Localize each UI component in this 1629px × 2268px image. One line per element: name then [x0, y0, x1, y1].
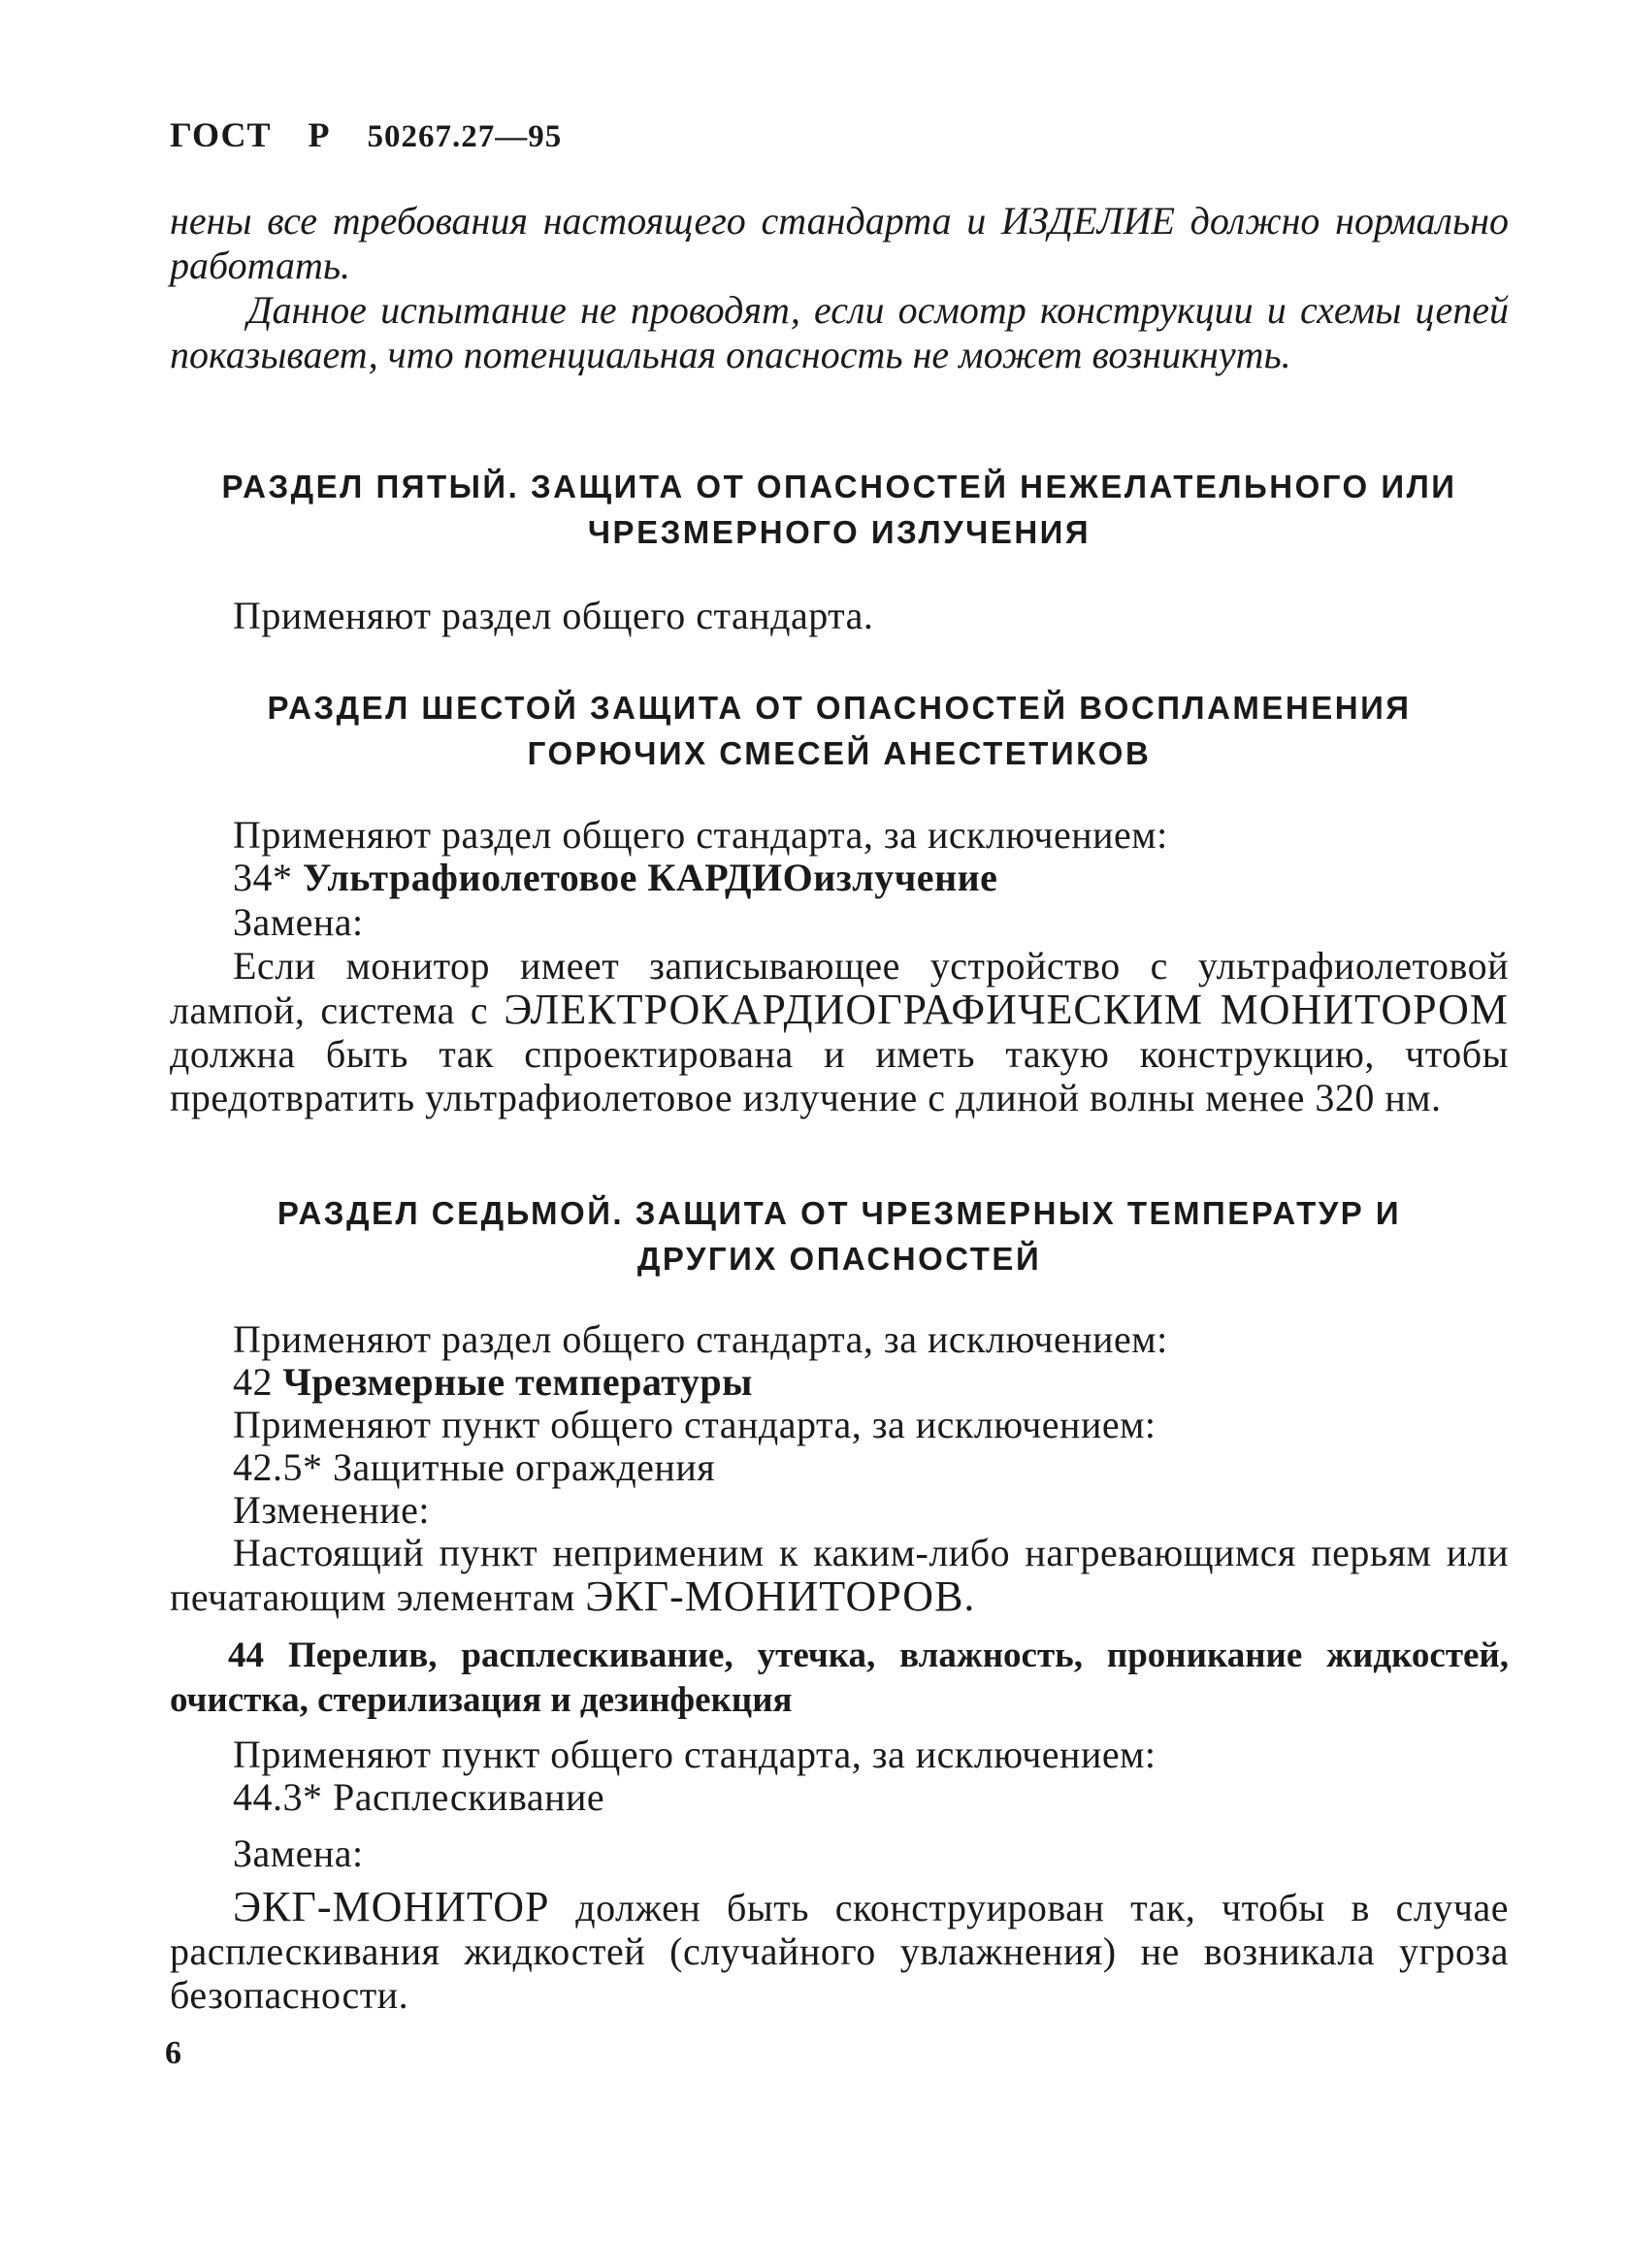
clause-42-5: 42.5* Защитные ограждения: [233, 1445, 716, 1489]
clause-42-applies: Применяют пункт общего стандарта, за исключением:: [233, 1403, 1157, 1446]
header-r: Р: [308, 115, 331, 154]
intro-text: [170, 199, 1509, 377]
page-header: [170, 114, 562, 155]
ecg-monitor-term-2: ЭКГ-МОНИТОР: [233, 1883, 550, 1930]
intro-line-1: нены все требования настоящего стандарта и ИЗДЕЛИЕ должно нормально работать.: [170, 199, 1509, 287]
section-5-text: Применяют раздел общего стандарта.: [233, 594, 874, 637]
clause-44-applies: Применяют пункт общего стандарта, за исключением:: [233, 1733, 1157, 1776]
section-6-title: РАЗДЕЛ ШЕСТОЙ ЗАЩИТА ОТ ОПАСНОСТЕЙ ВОСПЛАМЕНЕНИЯ ГОРЮЧИХ СМЕСЕЙ АНЕСТЕТИКОВ: [267, 690, 1412, 771]
clause-42-heading: [233, 1360, 753, 1404]
ecg-monitors-term: ЭКГ-МОНИТОРОВ.: [585, 1572, 976, 1620]
header-gost: ГОСТ: [170, 115, 272, 154]
section-6-applies: Применяют раздел общего стандарта, за исключением:: [233, 813, 1168, 857]
clause-42-number: 42: [233, 1360, 273, 1404]
clause-42-title: Чрезмерные температуры: [282, 1360, 753, 1404]
clause-34-title: Ультрафиолетовое КАРДИОизлучение: [303, 856, 998, 899]
clause-42-change: Изменение:: [233, 1488, 431, 1532]
intro-line-2: Данное испытание не проводят, если осмотр конструкции и схемы цепей показывает, что потенциальная опасность не может возникнуть.: [170, 288, 1509, 376]
clause-34-heading: [233, 856, 997, 899]
section-5-title: РАЗДЕЛ ПЯТЫЙ. ЗАЩИТА ОТ ОПАСНОСТЕЙ НЕЖЕЛАТЕЛЬНОГО ИЛИ ЧРЕЗМЕРНОГО ИЗЛУЧЕНИЯ: [221, 469, 1457, 550]
section-6-replace: Замена:: [233, 900, 364, 944]
ecg-monitor-term: ЭЛЕКТРОКАРДИОГРАФИЧЕСКИМ МОНИТОРОМ: [504, 986, 1510, 1033]
section-7-title: РАЗДЕЛ СЕДЬМОЙ. ЗАЩИТА ОТ ЧРЕЗМЕРНЫХ ТЕМПЕРАТУР И ДРУГИХ ОПАСНОСТЕЙ: [277, 1195, 1402, 1277]
clause-44-heading: 44 Перелив, расплескивание, утечка, влажность, проникание жидкостей, очистка, стерилизация и дезинфекция: [170, 1636, 1509, 1720]
clause-42-paragraph: Настоящий пункт неприменим к каким-либо нагревающимся перьям или печатающим элементам ЭКГ-МОНИТОРОВ.: [170, 1531, 1509, 1620]
clause-44-3: 44.3* Расплескивание: [233, 1775, 605, 1819]
clause-34-paragraph: Если монитор имеет записывающее устройство с ультрафиолетовой лампой, система с ЭЛЕКТРОКАРДИОГРАФИЧЕСКИМ МОНИТОРОМ должна быть так спроектирована и иметь такую конструкцию, чтобы предотвратить ультрафиолетовое излучение с длиной волны менее 320 нм.: [170, 944, 1510, 1119]
clause-44-replace: Замена:: [233, 1831, 364, 1875]
clause-44-paragraph: ЭКГ-МОНИТОР должен быть сконструирован так, чтобы в случае расплескивания жидкостей (случайного увлажнения) не возникала угроза безопасности.: [170, 1883, 1509, 2017]
page-number: 6: [165, 2035, 181, 2071]
clause-34-number: 34*: [233, 856, 293, 899]
header-number: 50267.27—95: [367, 119, 563, 154]
section-7-applies: Применяют раздел общего стандарта, за исключением:: [233, 1317, 1168, 1361]
